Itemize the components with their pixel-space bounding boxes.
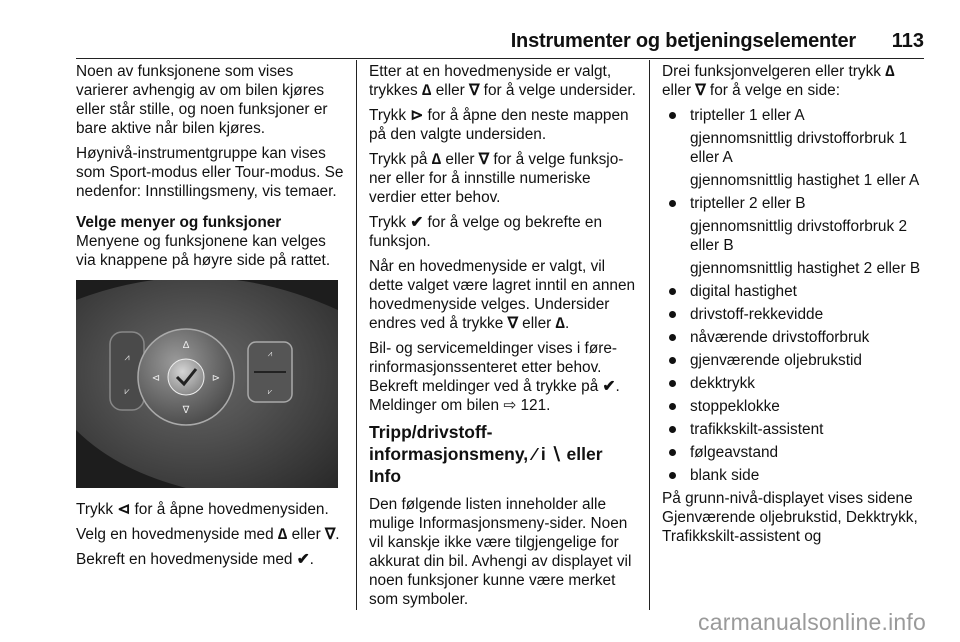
paragraph: Når en hovedmenyside er valgt, vil dette valget være lagret inntil en annen hovedmenyside velges. Undersider endres ved å trykke ∇ eller ∆.	[369, 258, 636, 332]
paragraph: Høynivå-instrumentgruppe kan vises som Sport-modus eller Tour-modus. Se nedenfor: Innstillingsmeny, vis temaer.	[76, 145, 344, 200]
svg-text:∆: ∆	[182, 340, 190, 351]
paragraph: Etter at en hovedmenyside er valgt, trykkes ∆ eller ∇ for å velge undersider.	[369, 63, 636, 99]
up-arrow-icon: ∆	[422, 82, 432, 99]
check-icon: ✔	[296, 551, 310, 568]
left-arrow-icon: ⊲	[117, 501, 131, 518]
up-arrow-icon: ∆	[555, 315, 565, 332]
svg-text:⩘: ⩘	[124, 352, 130, 362]
sub-item: gjennomsnittlig drivstofforbruk 1 eller A	[690, 130, 908, 166]
paragraph: Drei funksjonvelgeren eller trykk ∆ eller ∇ for å velge en side:	[662, 63, 895, 99]
list-item: stoppeklokke	[662, 397, 930, 416]
list-item: dekktrykk	[662, 374, 930, 393]
down-arrow-icon: ∇	[478, 151, 490, 168]
page-number: 113	[891, 30, 924, 52]
list-item: følgeavstand	[662, 443, 930, 462]
header-title: Instrumenter og betjeningselementer	[510, 30, 856, 52]
down-arrow-icon: ∇	[324, 526, 336, 543]
section-heading: Tripp/drivstoff- informasjonsmeny, ⁄ i ∖ eller Info	[369, 422, 603, 486]
left-column	[76, 62, 344, 575]
paragraph: Trykk ⊳ for å åpne den neste mappen på den valgte undersiden.	[369, 107, 629, 143]
down-arrow-icon: ∇	[469, 82, 480, 99]
steering-wheel-controls-image	[76, 280, 338, 488]
subheading: Velge menyer og funksjoner	[76, 214, 282, 231]
right-arrow-icon: ⊳	[410, 107, 424, 124]
list-item: tripteller 2 eller B gjennomsnittlig drivstofforbruk 2 eller B gjennomsnittlig hastighet 2 eller B	[662, 194, 930, 278]
down-arrow-icon: ∇	[507, 315, 518, 332]
column-divider	[649, 60, 650, 610]
sub-item: gjennomsnittlig drivstofforbruk 2 eller B	[690, 218, 908, 254]
right-column	[662, 62, 930, 552]
paragraph: Trykk på ∆ eller ∇ for å velge funksjoner eller for å innstille numeriske verdier etter behov.	[369, 151, 624, 206]
paragraph: Menyene og funksjonene kan velges via knappene på høyre side på rattet.	[76, 233, 331, 269]
svg-text:⊲: ⊲	[151, 373, 161, 384]
reference-arrow-icon: ⇨	[503, 397, 517, 414]
list-item: tripteller 1 eller A gjennomsnittlig drivstofforbruk 1 eller A gjennomsnittlig hastighet 1 eller A	[662, 106, 930, 190]
list-item: nåværende drivstofforbruk	[662, 328, 930, 347]
svg-text:⩗: ⩗	[124, 386, 130, 396]
svg-text:⩗: ⩗	[267, 387, 273, 396]
paragraph: Den følgende listen inneholder alle mulige Informasjonsmeny-sider. Noen vil kanskje ikke være tilgjengelige for akkurat din bil. Avhengi av displayet vil noen funksjoner kunne være merket som symboler.	[369, 496, 632, 608]
sub-item: gjennomsnittlig hastighet 2 eller B	[690, 260, 921, 277]
list-item: drivstoff-rekkevidde	[662, 305, 930, 324]
up-arrow-icon: ∆	[277, 526, 288, 543]
svg-text:⊳: ⊳	[211, 373, 221, 384]
list-item: blank side	[662, 466, 930, 485]
paragraph: Noen av funksjonene som vises varierer avhengig av om bilen kjøres eller står stille, og noen funksjoner er bare aktive når bilen kjøres.	[76, 63, 328, 137]
info-page-list	[662, 106, 930, 485]
paragraph: Bil- og servicemeldinger vises i førerinformasjonssenteret etter behov. Bekreft meldinger ved å trykke på ✔.	[369, 340, 620, 395]
middle-column	[369, 62, 637, 615]
trip-info-icon: ⁄ i ∖	[533, 444, 562, 464]
list-item: trafikkskilt-assistent	[662, 420, 930, 439]
cross-reference[interactable]: Meldinger om bilen ⇨ 121.	[369, 397, 551, 414]
paragraph: Bekreft en hovedmenyside med ✔.	[76, 551, 314, 568]
svg-text:∇: ∇	[182, 405, 190, 416]
paragraph: Trykk ⊲ for å åpne hovedmenysiden.	[76, 501, 329, 518]
svg-text:⩘: ⩘	[267, 349, 273, 358]
header-rule	[76, 58, 924, 59]
paragraph: På grunn-nivå-displayet vises sidene Gjenværende oljebrukstid, Dekktrykk, Trafikkskilt-assistent og	[662, 490, 918, 545]
list-item: gjenværende oljebrukstid	[662, 351, 930, 370]
column-divider	[356, 60, 357, 610]
paragraph: Velg en hovedmenyside med ∆ eller ∇.	[76, 526, 340, 543]
watermark: carmanualsonline.info	[698, 609, 926, 635]
steering-wheel-illustration	[76, 280, 338, 488]
up-arrow-icon: ∆	[885, 63, 895, 80]
check-icon: ✔	[410, 214, 424, 231]
paragraph: Trykk ✔ for å velge og bekrefte en funksjon.	[369, 214, 603, 250]
up-arrow-icon: ∆	[431, 151, 442, 168]
check-icon: ✔	[602, 378, 616, 395]
down-arrow-icon: ∇	[695, 82, 706, 99]
sub-item: gjennomsnittlig hastighet 1 eller A	[690, 172, 920, 189]
list-item: digital hastighet	[662, 282, 930, 301]
